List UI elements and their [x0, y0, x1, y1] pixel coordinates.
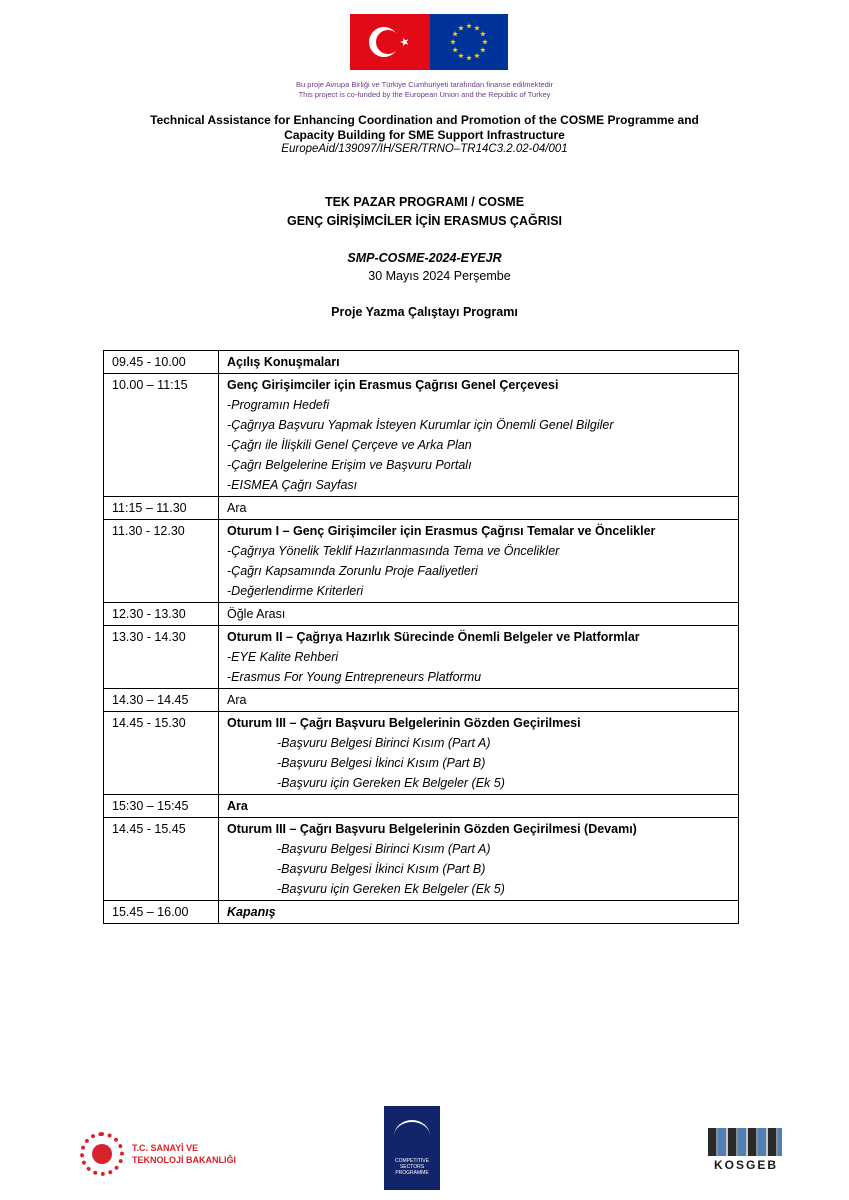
agenda-row [104, 351, 739, 374]
agenda-session-title: Ara [227, 501, 247, 515]
agenda-subitem: -Başvuru için Gereken Ek Belgeler (Ek 5) [277, 776, 505, 790]
agenda-row [104, 795, 739, 818]
agenda-subitem: -Başvuru Belgesi Birinci Kısım (Part A) [277, 736, 491, 750]
agenda-row [104, 689, 739, 712]
project-title-line1: Technical Assistance for Enhancing Coordination and Promotion of the COSME Programme and [150, 113, 699, 127]
agenda-session-title: Oturum I – Genç Girişimciler için Erasmus Çağrısı Temalar ve Öncelikler [227, 524, 656, 538]
agenda-session-title: Ara [227, 693, 247, 707]
agenda-subitem: -Erasmus For Young Entrepreneurs Platformu [227, 670, 482, 684]
event-date: 30 Mayıs 2024 Perşembe [368, 269, 511, 283]
cofund-text-en: This project is co-funded by the European Union and the Republic of Turkey [298, 90, 551, 99]
agenda-subitem: -Çağrı ile İlişkili Genel Çerçeve ve Arka Plan [227, 438, 472, 452]
agenda-row [104, 603, 739, 626]
agenda-time: 14.30 – 14.45 [104, 689, 219, 712]
agenda-time: 15:30 – 15:45 [104, 795, 219, 818]
eu-star-icon [474, 25, 480, 30]
agenda-content [219, 901, 739, 924]
competitive-sectors-logo [384, 1106, 440, 1190]
agenda-row [104, 520, 739, 603]
agenda-time: 09.45 - 10.00 [104, 351, 219, 374]
eu-star-icon [480, 31, 486, 36]
eu-star-icon [458, 25, 464, 30]
eu-flag-icon [430, 14, 508, 70]
call-code: SMP-COSME-2024-EYEJR [347, 251, 502, 265]
agenda-subitem: -Başvuru için Gereken Ek Belgeler (Ek 5) [277, 882, 505, 896]
agenda-session-title: Öğle Arası [227, 607, 286, 621]
agenda-row [104, 497, 739, 520]
arch-icon [394, 1120, 430, 1152]
eu-star-icon [482, 39, 488, 44]
agenda-session-title: Açılış Konuşmaları [227, 355, 340, 369]
ministry-logo [80, 1132, 280, 1182]
agenda-time: 11:15 – 11.30 [104, 497, 219, 520]
agenda-row [104, 901, 739, 924]
ministry-name-line2: TEKNOLOJİ BAKANLIĞI [132, 1155, 237, 1165]
agenda-session-title: Ara [227, 799, 248, 813]
agenda-subitem: -Başvuru Belgesi Birinci Kısım (Part A) [277, 842, 491, 856]
turkey-flag-icon [350, 14, 430, 70]
cofunding-flags [350, 14, 508, 70]
agenda-subitem: -Çağrıya Başvuru Yapmak İsteyen Kurumlar için Önemli Genel Bilgiler [227, 418, 614, 432]
workshop-title: Proje Yazma Çalıştayı Programı [331, 305, 518, 319]
agenda-time: 12.30 - 13.30 [104, 603, 219, 626]
csp-line1: COMPETITIVE [395, 1158, 429, 1164]
ministry-name-line1: T.C. SANAYİ VE [132, 1143, 199, 1153]
agenda-content [219, 795, 739, 818]
agenda-row [104, 818, 739, 901]
agenda-time: 13.30 - 14.30 [104, 626, 219, 689]
eu-star-icon [458, 53, 464, 58]
agenda-subitem: -EISMEA Çağrı Sayfası [227, 478, 358, 492]
agenda-session-title: Oturum II – Çağrıya Hazırlık Sürecinde Önemli Belgeler ve Platformlar [227, 630, 640, 644]
project-reference: EuropeAid/139097/IH/SER/TRNO–TR14C3.2.02-04/001 [281, 143, 568, 155]
agenda-content [219, 374, 739, 497]
agenda-content [219, 497, 739, 520]
document-title [60, 193, 789, 231]
agenda-time: 14.45 - 15.30 [104, 712, 219, 795]
agenda-row [104, 712, 739, 795]
agenda-subitem: -Programın Hedefi [227, 398, 330, 412]
project-title-line2: Capacity Building for SME Support Infrastructure [284, 128, 565, 142]
agenda-content [219, 351, 739, 374]
agenda-content [219, 520, 739, 603]
agenda-session-title: Oturum III – Çağrı Başvuru Belgelerinin Gözden Geçirilmesi [227, 716, 581, 730]
agenda-subitem: -Değerlendirme Kriterleri [227, 584, 364, 598]
project-title [60, 113, 789, 143]
eu-star-icon [452, 47, 458, 52]
eu-star-icon [480, 47, 486, 52]
cofund-text-tr: Bu proje Avrupa Birliği ve Türkiye Cumhuriyeti tarafından finanse edilmektedir [296, 80, 553, 89]
agenda-session-title: Kapanış [227, 905, 276, 919]
agenda-row [104, 374, 739, 497]
agenda-time: 11.30 - 12.30 [104, 520, 219, 603]
agenda-session-title: Oturum III – Çağrı Başvuru Belgelerinin Gözden Geçirilmesi (Devamı) [227, 822, 637, 836]
document-title-line2: GENÇ GİRİŞİMCİLER İÇİN ERASMUS ÇAĞRISI [286, 214, 563, 228]
agenda-subitem: -Çağrı Kapsamında Zorunlu Proje Faaliyetleri [227, 564, 478, 578]
agenda-subitem: -Başvuru Belgesi İkinci Kısım (Part B) [277, 862, 486, 876]
agenda-time: 15.45 – 16.00 [104, 901, 219, 924]
document-title-line1: TEK PAZAR PROGRAMI / COSME [324, 195, 525, 209]
eu-star-icon [466, 55, 472, 60]
kosgeb-name: KOSGEB [713, 1158, 778, 1172]
agenda-content [219, 712, 739, 795]
eu-star-icon [452, 31, 458, 36]
agenda-content [219, 626, 739, 689]
agenda-time: 14.45 - 15.45 [104, 818, 219, 901]
agenda-session-title: Genç Girişimciler için Erasmus Çağrısı Genel Çerçevesi [227, 378, 559, 392]
kosgeb-logo [706, 1128, 786, 1176]
eu-star-icon [474, 53, 480, 58]
agenda-row [104, 626, 739, 689]
agenda-content [219, 689, 739, 712]
csp-line3: PROGRAMME [395, 1170, 429, 1176]
agenda-subitem: -EYE Kalite Rehberi [227, 650, 339, 664]
eu-star-icon [450, 39, 456, 44]
csp-line2: SECTORS [399, 1164, 425, 1170]
agenda-time: 10.00 – 11:15 [104, 374, 219, 497]
eu-star-icon [466, 23, 472, 28]
agenda-subitem: -Çağrıya Yönelik Teklif Hazırlanmasında Tema ve Öncelikler [227, 544, 560, 558]
agenda-content [219, 603, 739, 626]
agenda-subitem: -Çağrı Belgelerine Erişim ve Başvuru Portalı [227, 458, 472, 472]
agenda-table [103, 350, 739, 924]
kosgeb-grid-icon [708, 1128, 782, 1156]
agenda-content [219, 818, 739, 901]
agenda-subitem: -Başvuru Belgesi İkinci Kısım (Part B) [277, 756, 486, 770]
